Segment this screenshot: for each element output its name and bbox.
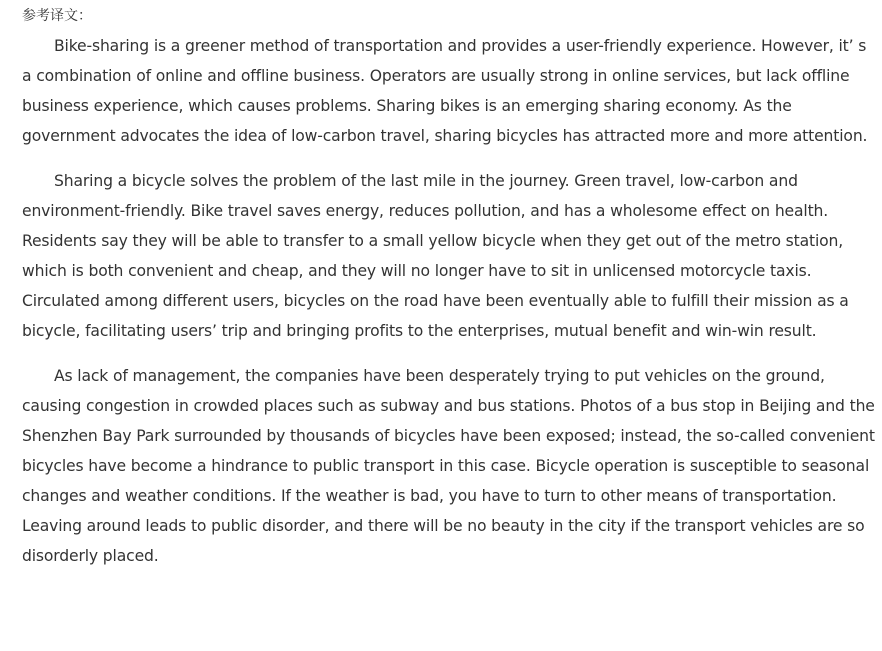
paragraph-3: As lack of management, the companies have been desperately trying to put vehicles on the ground, causing congestion in crowded places such as subway and bus stations. Photos of a bus stop in Beijing and the Shenzhen Bay Park surrounded by thousands of bicycles have been exposed; instead, the so-called convenient bicycles have become a hindrance to public transport in this case. Bicycle operation is susceptible to seasonal changes and weather conditions. If the weather is bad, you have to turn to other means of transportation. Leaving around leads to public disorder, and there will be no beauty in the city if the transport vehicles are so disorderly placed.	[22, 367, 875, 565]
paragraph-2: Sharing a bicycle solves the problem of the last mile in the journey. Green travel, low-carbon and environment-friendly. Bike travel saves energy, reduces pollution, and has a wholesome effect on health. Residents say they will be able to transfer to a small yellow bicycle when they get out of the metro station, which is both convenient and cheap, and they will no longer have to sit in unlicensed motorcycle taxis. Circulated among different users, bicycles on the road have been eventually able to fulfill their mission as a bicycle, facilitating users’ trip and bringing profits to the enterprises, mutual benefit and win-win result.	[22, 172, 849, 340]
section-heading: 参考译文：	[22, 8, 92, 24]
paragraph-1: Bike-sharing is a greener method of transportation and provides a user-friendly experience. However, it’ s a combination of online and offline business. Operators are usually strong in online services, but lack offline business experience, which causes problems. Sharing bikes is an emerging sharing economy. As the government advocates the idea of low-carbon travel, sharing bicycles has attracted more and more attention.	[22, 37, 868, 145]
document-body	[22, 5, 878, 571]
